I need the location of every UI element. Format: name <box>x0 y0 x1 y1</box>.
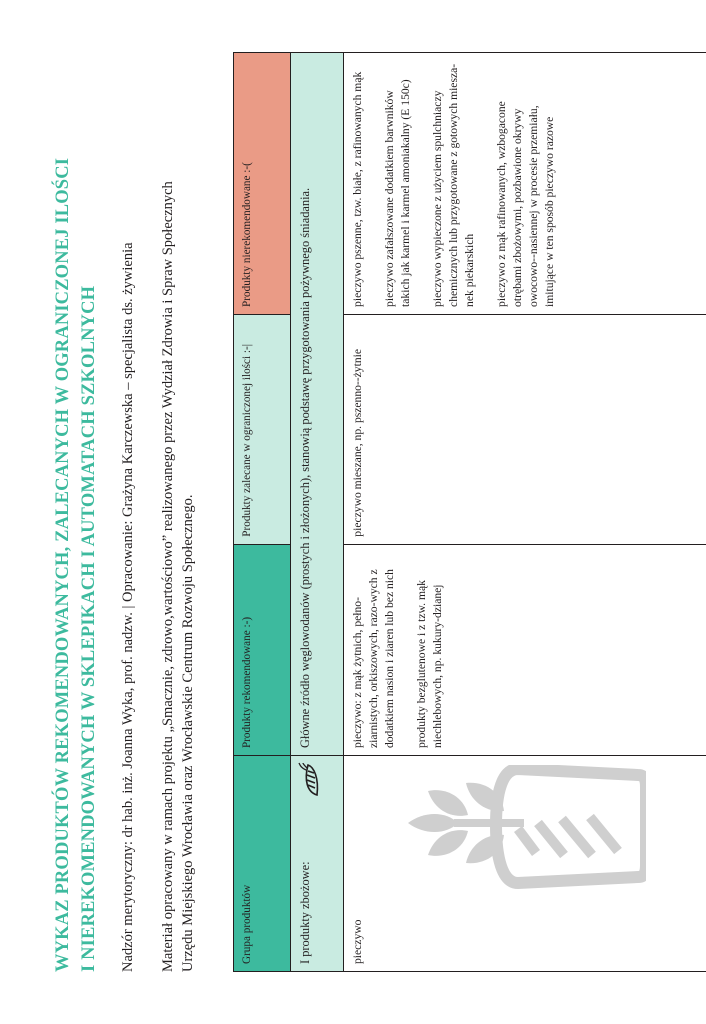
category-row <box>291 53 344 972</box>
project-note-line-1: Materiał opracowany w ramach projektu „Smacznie, zdrowo,wartościowo” realizowanego przez Wydział Zdrowia i Spraw Społecznych <box>160 181 176 972</box>
limited-item: pieczywo mieszane, np. pszenno--żytnie <box>351 349 364 537</box>
not-recommended-item: pieczywo z mąk rafinowanych, wzbogacone otrębami zbożowymi, pozbawione okrywy owocowo--nasiennej w procesie przemiału, imitujące w ten sposób pieczywo razowe <box>495 101 556 307</box>
table-row <box>344 53 706 972</box>
project-note <box>158 42 198 972</box>
document-title <box>50 52 102 972</box>
header-group: Grupa produktów <box>234 756 291 972</box>
category-name: I produkty zbożowe: <box>298 861 312 964</box>
category-name-cell <box>291 756 344 972</box>
row-group-cell <box>344 756 706 972</box>
row-not-recommended-cell <box>344 53 706 315</box>
row-limited-cell <box>344 314 706 544</box>
not-recommended-item: pieczywo zafałszowane dodatkiem barwników takich jak karmel i karmel amoniakalny (E 150c) <box>383 79 412 307</box>
header-not-recommended: Produkty nierekomendowane :-( <box>234 53 291 315</box>
bread-illustration-icon <box>406 765 646 915</box>
title-line-1: WYKAZ PRODUKTÓW REKOMENDOWANYCH, ZALECANYCH W OGRANICZONEJ ILOŚCI <box>53 157 73 972</box>
table-header-row <box>234 53 291 972</box>
row-group: pieczywo <box>351 919 364 964</box>
authors-line: Nadzór merytoryczny: dr hab. inż. Joanna Wyka, prof. nadzw. | Opracowanie: Grażyna Karczewska – specjalista ds. żywienia <box>120 242 136 972</box>
header-limited: Produkty zalecane w ograniczonej ilości :-| <box>234 314 291 544</box>
row-recommended-cell <box>344 544 706 755</box>
recommended-item: pieczywo: z mąk żytnich, pełno-ziarnistych, orkiszowych, razo-wych z dodatkiem nasion i ziaren lub bez nich <box>351 569 396 749</box>
products-table <box>233 52 706 972</box>
header-recommended: Produkty rekomendowane :-) <box>234 544 291 755</box>
recommended-item: produkty bezglutenowe i z tzw. mąk niechlebowych, np. kukury-dzianej <box>415 580 444 749</box>
not-recommended-item: pieczywo wypieczone z użyciem spulchniaczy chemicznych lub przygotowane z gotowych miesza-nek piekarskich <box>431 63 476 307</box>
bread-wheat-icon <box>298 762 320 798</box>
not-recommended-item: pieczywo pszenne, tzw. białe, z rafinowanych mąk <box>351 71 364 307</box>
title-line-2: I NIEREKOMENDOWANYCH W SKLEPIKACH I AUTOMATACH SZKOLNYCH <box>79 285 99 972</box>
category-description: Główne źródło węglowodanów (prostych i złożonych), stanowią podstawę przygotowania pożywnego śniadania. <box>291 53 344 756</box>
project-note-line-2: Urzędu Miejskiego Wrocławia oraz Wrocławskie Centrum Rozwoju Społecznego. <box>180 494 196 972</box>
